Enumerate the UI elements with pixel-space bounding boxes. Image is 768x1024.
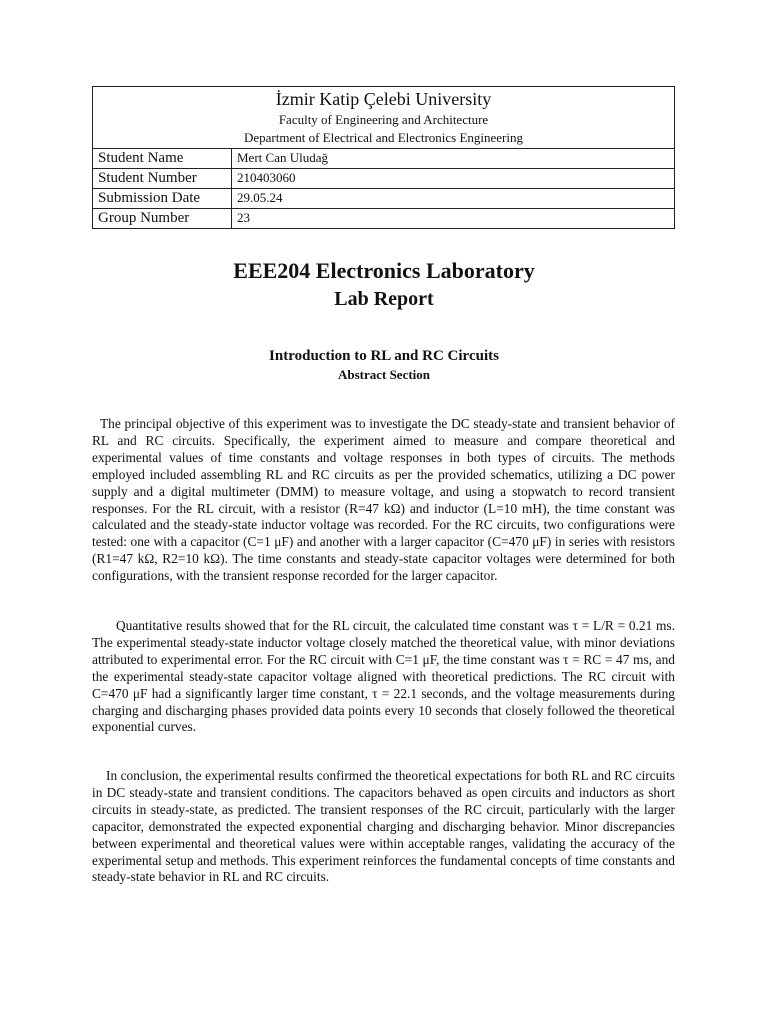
student-name-value: Mert Can Uludağ: [232, 149, 675, 169]
university-name: İzmir Katip Çelebi University: [275, 89, 492, 109]
department-name: Department of Electrical and Electronics Engineering: [243, 130, 524, 145]
abstract-paragraph-objective: The principal objective of this experiment was to investigate the DC steady-state and transient behavior of RL and RC circuits. Specifically, the experiment aimed to measure and compare theoretical and experimental values of time constants and voltage responses in both types of circuits. The methods employed included assembling RL and RC circuits as per the provided schematics, utilizing a DC power supply and a digital multimeter (DMM) to measure voltage, and using a stopwatch to record transient responses. For the RL circuit, with a resistor (R=47 kΩ) and inductor (L=10 mH), the time constant was calculated and the steady-state inductor voltage was recorded. For the RC circuits, two configurations were tested: one with a capacitor (C=1 μF) and another with a larger capacitor (C=470 μF) in series with resistors (R1=47 kΩ, R2=10 kΩ). The time constants and steady-state capacitor voltages were determined for both configurations, with the transient response recorded for the larger capacitor.: [92, 416, 675, 584]
table-row: [93, 209, 675, 229]
submission-date-label: Submission Date: [93, 189, 232, 209]
section-title: Abstract Section: [337, 367, 431, 382]
university-header-row: [93, 87, 675, 149]
student-number-value: 210403060: [232, 169, 675, 189]
abstract-paragraph-conclusion: In conclusion, the experimental results confirmed the theoretical expectations for both RL and RC circuits in DC steady-state and transient conditions. The capacitors behaved as open circuits and inductors as short circuits in steady-state, as predicted. The transient responses of the RC circuit, particularly with the larger capacitor, demonstrated the expected exponential charging and discharging behavior. Minor discrepancies between experimental and theoretical values were within acceptable ranges, validating the accuracy of the experimental setup and methods. This experiment reinforces the fundamental concepts of time constants and steady-state behavior in RL and RC circuits.: [92, 768, 675, 885]
student-name-label: Student Name: [93, 149, 232, 169]
report-title: Lab Report: [334, 288, 434, 310]
experiment-title: Introduction to RL and RC Circuits: [269, 348, 499, 364]
cover-info-table: [92, 86, 675, 229]
faculty-name: Faculty of Engineering and Architecture: [278, 112, 489, 127]
group-number-value: 23: [232, 209, 675, 229]
course-title: EEE204 Electronics Laboratory: [233, 258, 535, 283]
abstract-paragraph-results: Quantitative results showed that for the RL circuit, the calculated time constant was τ = L/R = 0.21 ms. The experimental steady-state inductor voltage closely matched the theoretical value, with minor deviations attributed to experimental error. For the RC circuit with C=1 μF, the time constant was τ = RC = 47 ms, and the experimental steady-state capacitor voltage aligned with theoretical predictions. The RC circuit with C=470 μF had a significantly larger time constant, τ = 22.1 seconds, and the voltage measurements during charging and discharging phases provided data points every 10 seconds that closely followed the theoretical exponential curves.: [92, 618, 675, 735]
table-row: [93, 169, 675, 189]
submission-date-value: 29.05.24: [232, 189, 675, 209]
student-number-label: Student Number: [93, 169, 232, 189]
table-row: [93, 149, 675, 169]
group-number-label: Group Number: [93, 209, 232, 229]
table-row: [93, 189, 675, 209]
university-header-cell: [93, 87, 675, 149]
